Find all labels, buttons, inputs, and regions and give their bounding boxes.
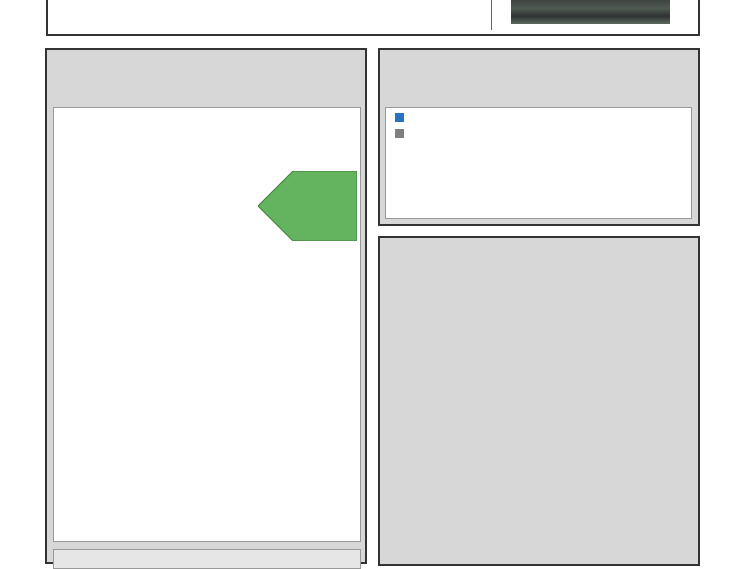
energy-pie-chart [579,112,663,196]
next-section-strip [53,549,361,569]
legend-swatch-szte [395,113,404,122]
result-arrow [258,171,357,241]
legend-swatch-electricity [395,129,404,138]
indicators-panel [378,236,700,566]
building-photo [511,0,670,24]
legend-item-electricity [395,129,409,138]
legend-item-szte [395,113,409,122]
floor-area [69,6,75,18]
